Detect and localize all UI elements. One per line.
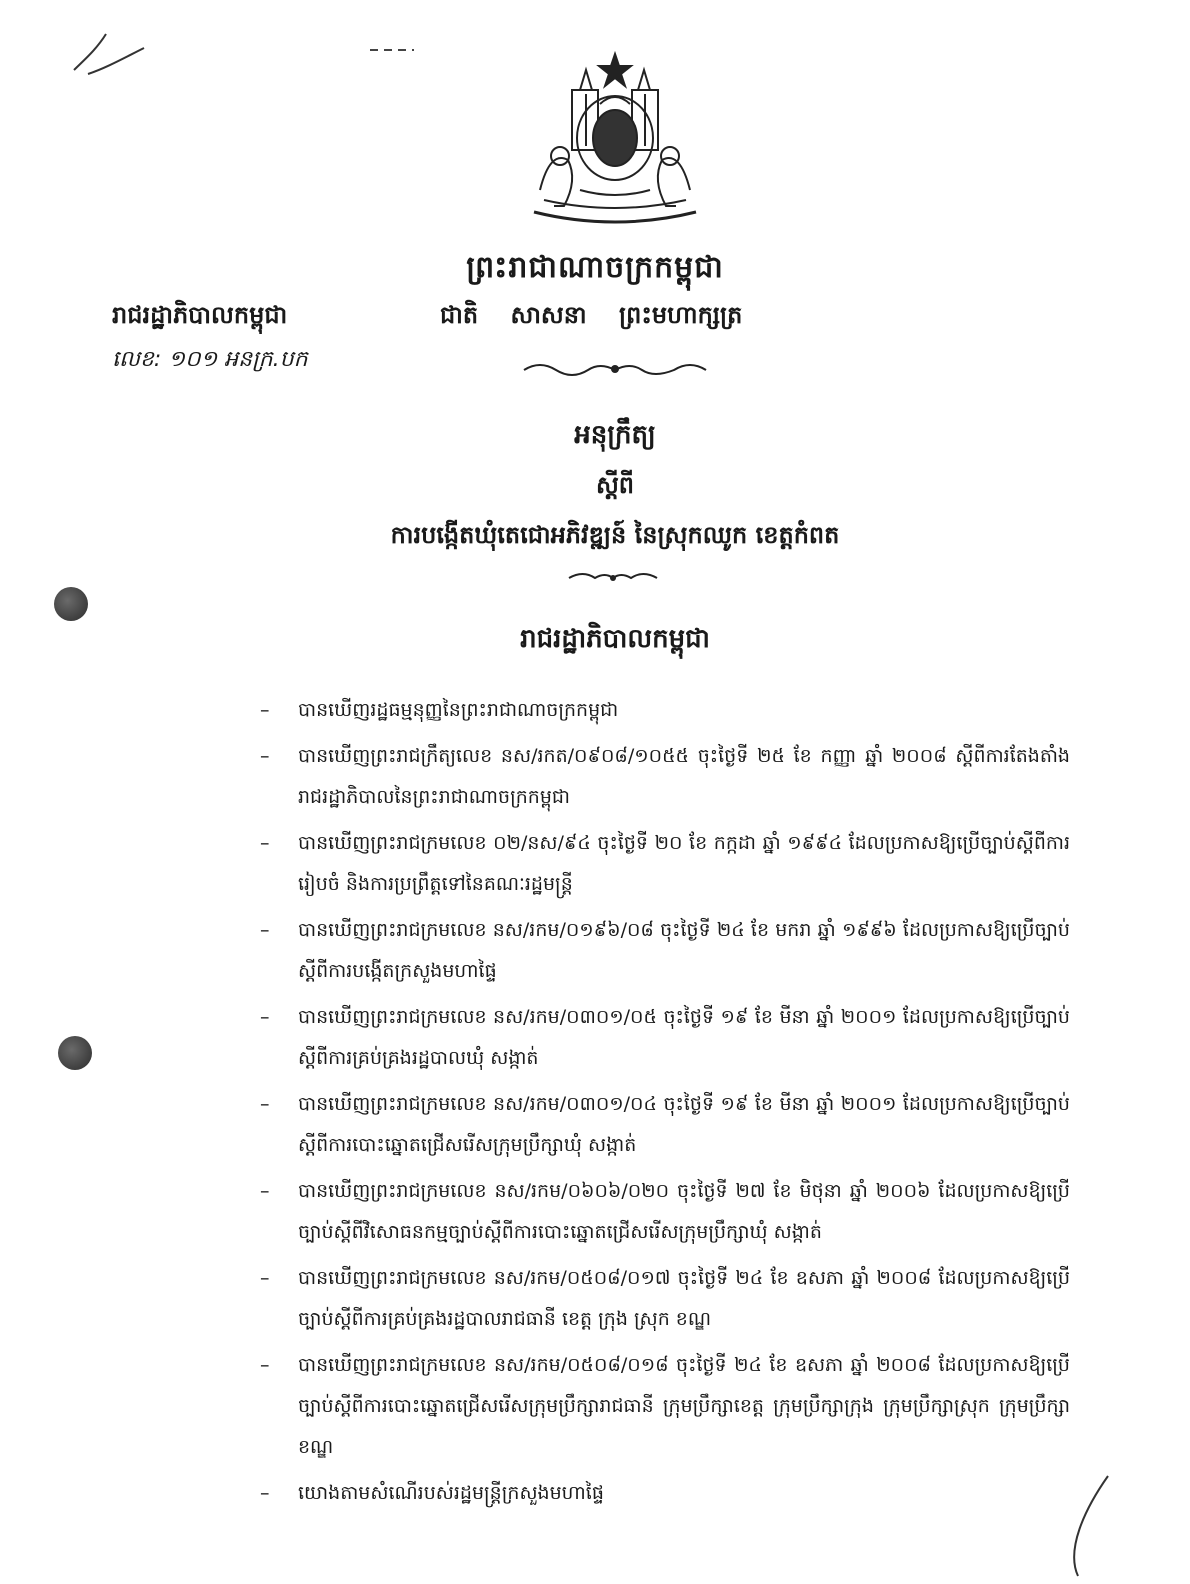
- about-label: ស្តីពី: [595, 471, 635, 499]
- dash-bullet: –: [260, 745, 270, 767]
- royal-coat-of-arms-emblem: [520, 50, 710, 230]
- dash-bullet: –: [260, 1093, 270, 1115]
- list-item: – បានឃើញព្រះរាជក្រមលេខ នស/រកម/០១៩៦/០៨ ចុះថ្ងៃទី ២៤ ខែ មករា ឆ្នាំ ១៩៩៦ ដែលប្រកាសឱ្យប្រើច្បាប់ស្តីពីការបង្កើតក្រសួងមហាផ្ទៃ: [258, 910, 1070, 992]
- reference-number: លេខ: ១០១ អនក្រ.បក: [112, 347, 308, 372]
- punch-hole: [58, 1036, 92, 1070]
- dash-bullet: –: [260, 1006, 270, 1028]
- government-name: រាជរដ្ឋាភិបាលកម្ពុជា: [112, 301, 288, 329]
- considerations-list: [258, 690, 1070, 1519]
- punch-hole: [54, 587, 88, 621]
- list-item: – បានឃើញព្រះរាជក្រមលេខ ០២/នស/៩៤ ចុះថ្ងៃទី ២០ ខែ កក្កដា ឆ្នាំ ១៩៩៤ ដែលប្រកាសឱ្យប្រើច្បាប់ស្តីពីការរៀបចំ និងការប្រព្រឹត្តទៅនៃគណៈរដ្ឋមន្ត្រី: [258, 823, 1070, 905]
- list-item: – បានឃើញព្រះរាជក្រមលេខ នស/រកម/០៥០៨/០១៧ ចុះថ្ងៃទី ២៤ ខែ ឧសភា ឆ្នាំ ២០០៨ ដែលប្រកាសឱ្យប្រើច្បាប់ស្តីពីការគ្រប់គ្រងរដ្ឋបាលរាជធានី ខេត្ត ក្រុង ស្រុក ខណ្ឌ: [258, 1258, 1070, 1340]
- list-item: – បានឃើញរដ្ឋធម្មនុញ្ញនៃព្រះរាជាណាចក្រកម្ពុជា: [258, 690, 1070, 731]
- motto-nation: ជាតិ: [440, 301, 479, 329]
- dash-bullet: –: [260, 832, 270, 854]
- ornament-divider: [565, 568, 661, 588]
- national-motto: [440, 300, 742, 335]
- kingdom-heading: ព្រះរាជាណាចក្រកម្ពុជា: [466, 250, 724, 285]
- dash-bullet: –: [260, 699, 270, 721]
- motto-religion: សាសនា: [510, 301, 587, 329]
- list-item: – បានឃើញព្រះរាជក្រមលេខ នស/រកម/០៥០៨/០១៨ ចុះថ្ងៃទី ២៤ ខែ ឧសភា ឆ្នាំ ២០០៨ ដែលប្រកាសឱ្យប្រើច្បាប់ស្តីពីការបោះឆ្នោតជ្រើសរើសក្រុមប្រឹក្សារាជធានី ក្រុមប្រឹក្សាខេត្ត ក្រុមប្រឹក្សាក្រុង ក្រុមប្រឹក្សាស្រុក ក្រុមប្រឹក្សាខណ្ឌ: [258, 1345, 1070, 1468]
- document-subject: ការបង្កើតឃុំតេជោអភិវឌ្ឍន៍ នៃស្រុកឈូក ខេត្តកំពត: [390, 521, 840, 549]
- ornament-divider: [520, 358, 710, 380]
- dash-bullet: –: [260, 919, 270, 941]
- issuing-authority: រាជរដ្ឋាភិបាលកម្ពុជា: [520, 624, 710, 654]
- pen-mark: [1060, 1470, 1130, 1580]
- dash-bullet: –: [260, 1482, 270, 1504]
- dash-bullet: –: [260, 1354, 270, 1376]
- document-type-title: អនុក្រឹត្យ: [574, 420, 656, 450]
- dash-bullet: –: [260, 1180, 270, 1202]
- list-item: – យោងតាមសំណើរបស់រដ្ឋមន្ត្រីក្រសួងមហាផ្ទៃ: [258, 1473, 1070, 1514]
- list-item: – បានឃើញព្រះរាជក្រមលេខ នស/រកម/០៣០១/០៥ ចុះថ្ងៃទី ១៩ ខែ មីនា ឆ្នាំ ២០០១ ដែលប្រកាសឱ្យប្រើច្បាប់ស្តីពីការគ្រប់គ្រងរដ្ឋបាលឃុំ សង្កាត់: [258, 997, 1070, 1079]
- list-item: – បានឃើញព្រះរាជក្រមលេខ នស/រកម/០៣០១/០៤ ចុះថ្ងៃទី ១៩ ខែ មីនា ឆ្នាំ ២០០១ ដែលប្រកាសឱ្យប្រើច្បាប់ស្តីពីការបោះឆ្នោតជ្រើសរើសក្រុមប្រឹក្សាឃុំ សង្កាត់: [258, 1084, 1070, 1166]
- motto-king: ព្រះមហាក្សត្រ: [618, 301, 743, 329]
- pen-mark: [66, 24, 156, 84]
- pen-mark: [368, 44, 418, 56]
- list-item: – បានឃើញព្រះរាជក្រឹត្យលេខ នស/រកត/០៩០៨/១០៥៥ ចុះថ្ងៃទី ២៥ ខែ កញ្ញា ឆ្នាំ ២០០៨ ស្តីពីការតែងតាំងរាជរដ្ឋាភិបាលនៃព្រះរាជាណាចក្រកម្ពុជា: [258, 736, 1070, 818]
- dash-bullet: –: [260, 1267, 270, 1289]
- list-item: – បានឃើញព្រះរាជក្រមលេខ នស/រកម/០៦០៦/០២០ ចុះថ្ងៃទី ២៧ ខែ មិថុនា ឆ្នាំ ២០០៦ ដែលប្រកាសឱ្យប្រើច្បាប់ស្តីពីវិសោធនកម្មច្បាប់ស្តីពីការបោះឆ្នោតជ្រើសរើសក្រុមប្រឹក្សាឃុំ សង្កាត់: [258, 1171, 1070, 1253]
